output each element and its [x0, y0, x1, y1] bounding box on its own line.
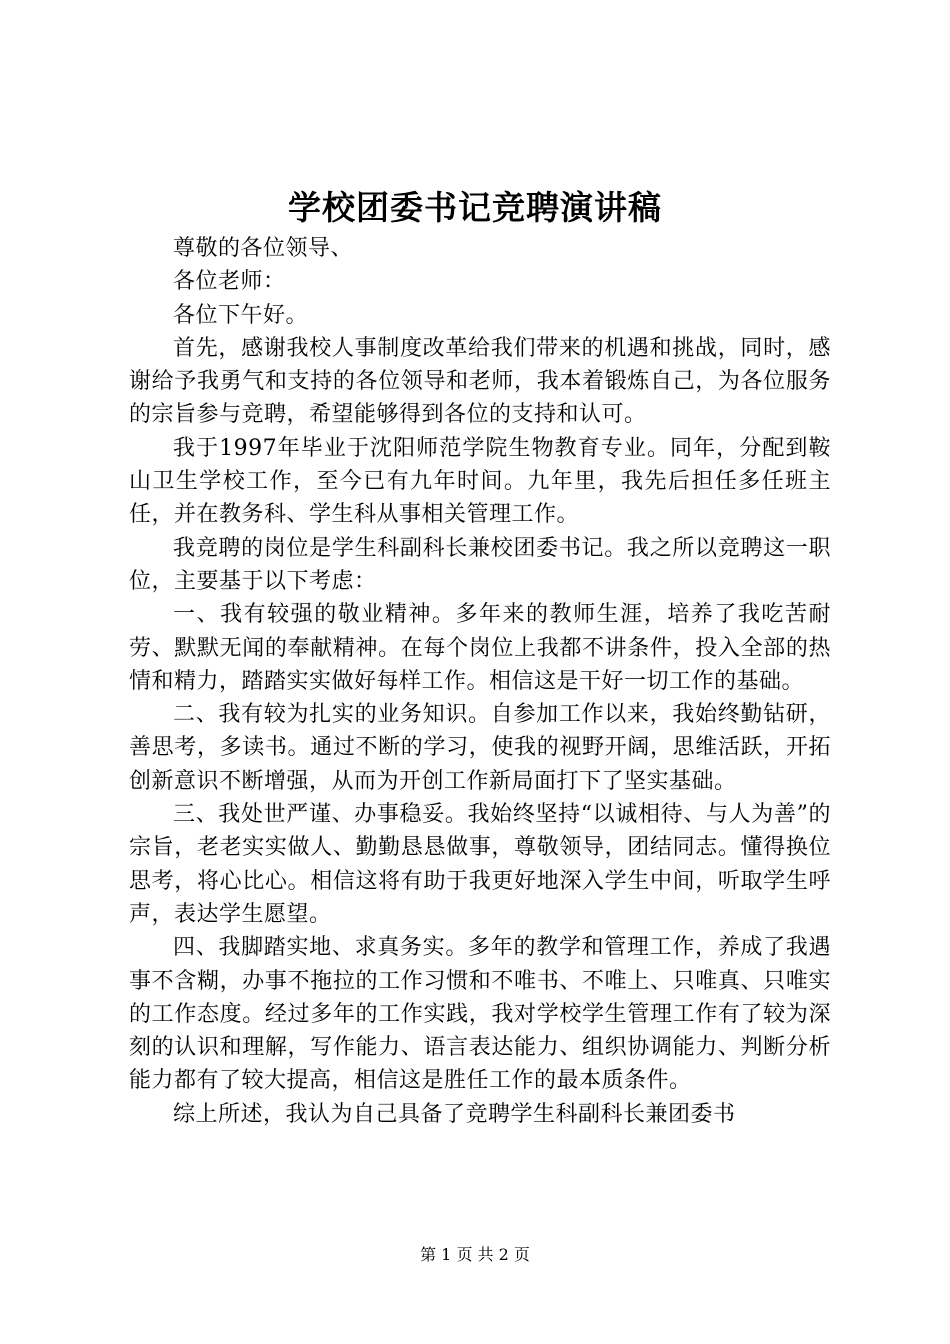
- paragraph-greeting: 各位下午好。: [173, 302, 309, 328]
- document-title: 学校团委书记竞聘演讲稿: [288, 188, 662, 227]
- page-number-footer: 第 1 页 共 2 页: [420, 1245, 530, 1264]
- paragraph-point-4: 四、我脚踏实地、求真务实。多年的教学和管理工作，养成了我遇事不含糊，办事不拖拉的工作习惯和不唯书、不唯上、只唯真、只唯实的工作态度。经过多年的工作实践，我对学校学生管理工作有了较为深刻的认识和理解，写作能力、语言表达能力、组织协调能力、判断分析能力都有了较大提高，相信这是胜任工作的最本质条件。: [129, 935, 831, 1094]
- paragraph-thanks: 首先，感谢我校人事制度改革给我们带来的机遇和挑战，同时，感谢给予我勇气和支持的各位领导和老师，我本着锻炼自己，为各位服务的宗旨参与竞聘，希望能够得到各位的支持和认可。: [129, 335, 831, 428]
- paragraph-salutation-2: 各位老师：: [173, 269, 286, 295]
- paragraph-position: 我竞聘的岗位是学生科副科长兼校团委书记。我之所以竞聘这一职位，主要基于以下考虑：: [129, 535, 831, 594]
- paragraph-point-2: 二、我有较为扎实的业务知识。自参加工作以来，我始终勤钻研，善思考，多读书。通过不断的学习，使我的视野开阔，思维活跃，开拓创新意识不断增强，从而为开创工作新局面打下了坚实基础。: [129, 702, 831, 794]
- paragraph-point-3: 三、我处世严谨、办事稳妥。我始终坚持“以诚相待、与人为善”的宗旨，老老实实做人、勤勤恳恳做事，尊敬领导，团结同志。懂得换位思考，将心比心。相信这将有助于我更好地深入学生中间，听取学生呼声，表达学生愿望。: [129, 802, 831, 927]
- paragraph-summary: 综上所述，我认为自己具备了竞聘学生科副科长兼团委书: [173, 1101, 736, 1127]
- paragraph-salutation-1: 尊敬的各位领导、: [173, 236, 354, 261]
- paragraph-background: 我于1997年毕业于沈阳师范学院生物教育专业。同年，分配到鞍山卫生学校工作，至今已有九年时间。九年里，我先后担任多任班主任，并在教务科、学生科从事相关管理工作。: [129, 435, 831, 528]
- document-body: [129, 232, 831, 1131]
- paragraph-point-1: 一、我有较强的敬业精神。多年来的教师生涯，培养了我吃苦耐劳、默默无闻的奉献精神。在每个岗位上我都不讲条件，投入全部的热情和精力，踏踏实实做好每样工作。相信这是干好一切工作的基础。: [129, 602, 831, 694]
